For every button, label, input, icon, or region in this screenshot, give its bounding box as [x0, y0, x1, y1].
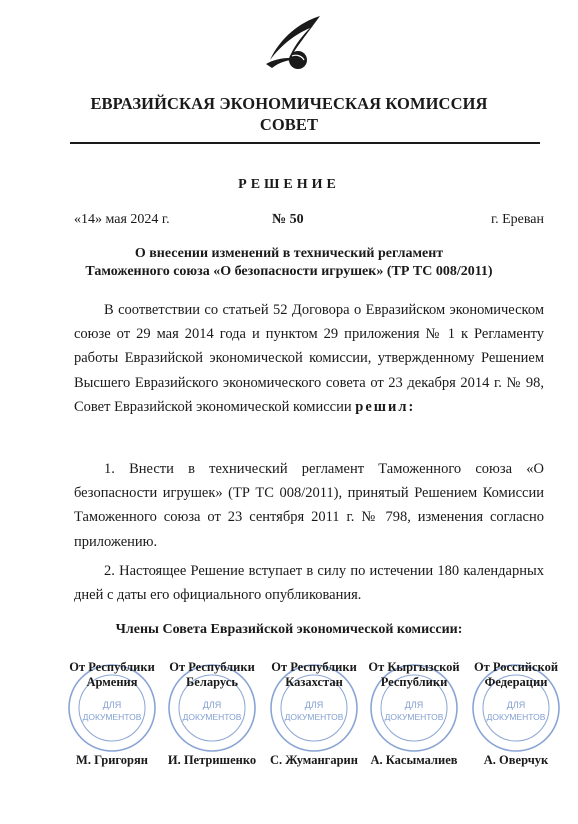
signatory-from-line2: Казахстан — [285, 675, 343, 689]
signatory-from-line2: Армения — [86, 675, 138, 689]
signatory-armenia — [60, 660, 164, 770]
subject-line-2: Таможенного союза «О безопасности игрушек» (ТР ТС 008/2011) — [85, 264, 493, 279]
signatory-name: А. Касымалиев — [370, 753, 458, 767]
header-divider — [70, 142, 540, 144]
stamp-bottom-text: ДОКУМЕНТОВ — [284, 712, 344, 722]
decided-word: решил: — [355, 398, 416, 415]
organization-name: ЕВРАЗИЙСКАЯ ЭКОНОМИЧЕСКАЯ КОМИССИЯ — [90, 94, 488, 113]
stamp-bottom-text: ДОКУМЕНТОВ — [82, 712, 142, 722]
decision-item-1: 1. Внести в технический регламент Таможенного союза «О безопасности игрушек» (ТР ТС 008/2011), принятый Решением Комиссии Таможенного союза от 23 сентября 2011 г. № 798, изменения согласно приложению. — [74, 461, 544, 550]
document-type: РЕШЕНИЕ — [238, 177, 340, 192]
signatory-from-line2: Республики — [380, 675, 448, 689]
eec-emblem-icon — [262, 14, 324, 78]
signatory-kyrgyzstan — [362, 660, 466, 770]
signatory-name: А. Оверчук — [483, 753, 549, 767]
members-title: Члены Совета Евразийской экономической комиссии: — [115, 622, 463, 637]
subject-line-1: О внесении изменений в технический регламент — [134, 246, 444, 261]
stamp-top-text: ДЛЯ — [102, 700, 122, 710]
decision-item-2: 2. Настоящее Решение вступает в силу по истечении 180 календарных дней с даты его официального опубликования. — [74, 563, 544, 604]
stamp-top-text: ДЛЯ — [202, 700, 222, 710]
stamp-top-text: ДЛЯ — [404, 700, 424, 710]
signatory-name: И. Петришенко — [167, 753, 257, 767]
signatory-from-line1: От Республики — [69, 660, 155, 674]
signatory-belarus — [160, 660, 264, 770]
stamp-bottom-text: ДОКУМЕНТОВ — [182, 712, 242, 722]
stamp-top-text: ДЛЯ — [506, 700, 526, 710]
document-subject — [0, 245, 578, 281]
signatory-from-line2: Беларусь — [186, 675, 238, 689]
signatory-name: М. Григорян — [76, 753, 148, 767]
preamble-paragraph — [74, 298, 544, 419]
preamble-text: В соответствии со статьей 52 Договора о Евразийском экономическом союзе от 29 мая 2014 года и пунктом 29 приложения № 1 к Регламенту работы Евразийской экономической комиссии, утвержденному Решением Высшего Евразийского экономического совета от 23 декабря 2014 г. № 98, Совет Евразийской экономической комиссии — [74, 302, 544, 415]
signatory-name: С. Жумангарин — [270, 753, 358, 767]
stamp-top-text: ДЛЯ — [304, 700, 324, 710]
signatory-russia — [464, 660, 568, 770]
organization-body: СОВЕТ — [259, 115, 319, 134]
signatory-from-line2: Федерации — [484, 675, 548, 689]
document-city: г. Ереван — [490, 212, 544, 227]
signatory-from-line1: От Кыргызской — [368, 660, 460, 674]
signatory-from-line1: От Республики — [169, 660, 255, 674]
document-date: «14» мая 2024 г. — [74, 212, 170, 227]
stamp-bottom-text: ДОКУМЕНТОВ — [384, 712, 444, 722]
stamp-bottom-text: ДОКУМЕНТОВ — [486, 712, 546, 722]
document-number: № 50 — [272, 212, 304, 227]
signatory-kazakhstan — [262, 660, 366, 770]
signatory-from-line1: От Российской — [473, 660, 559, 674]
signatory-from-line1: От Республики — [271, 660, 357, 674]
